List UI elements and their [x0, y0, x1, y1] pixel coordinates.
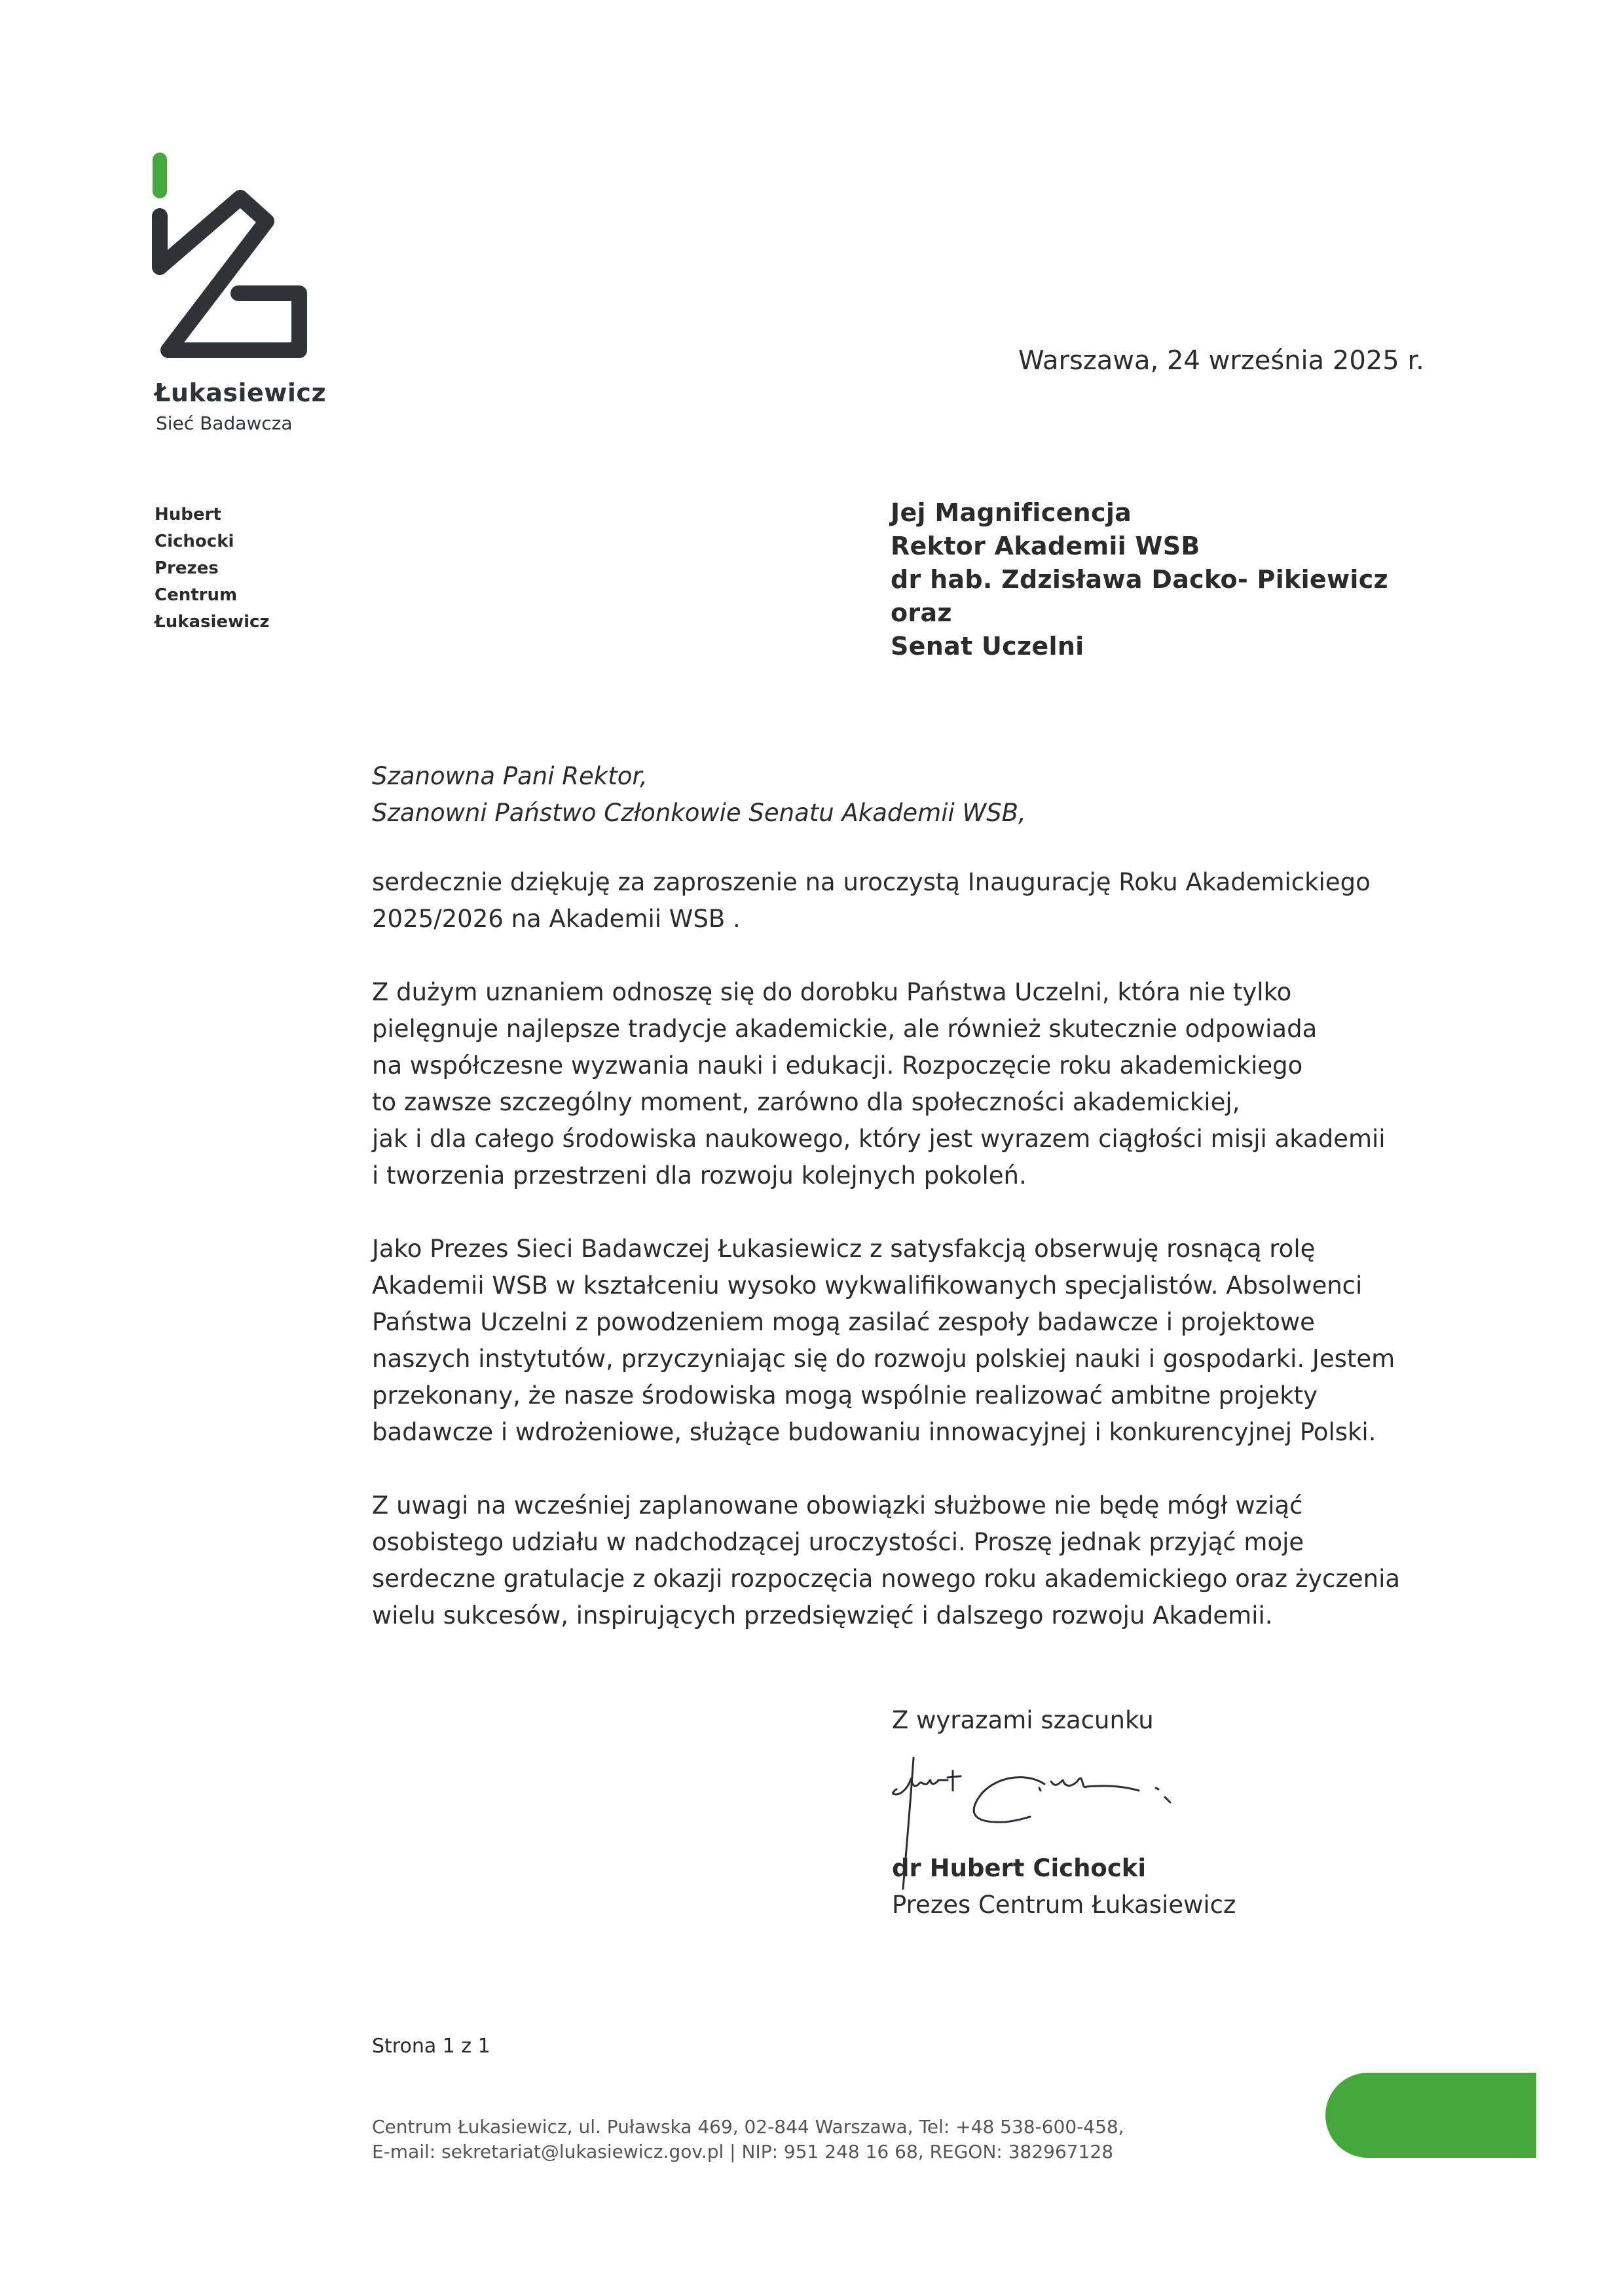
body-line: naszych instytutów, przyczyniając się do rozwoju polskiej nauki i gospodarki. Jestem	[372, 1345, 1395, 1373]
body-paragraph-3	[372, 1231, 1446, 1451]
body-line: przekonany, że nasze środowiska mogą wspólnie realizować ambitne projekty	[372, 1381, 1318, 1410]
recipient-line: Rektor Akademii WSB	[891, 532, 1200, 560]
body-line: to zawsze szczególny moment, zarówno dla społeczności akademickiej,	[372, 1088, 1240, 1116]
body-paragraph-1	[372, 864, 1446, 938]
body-line: badawcze i wdrożeniowe, służące budowaniu innowacyjnej i konkurencyjnej Polski.	[372, 1418, 1376, 1446]
lukasiewicz-logo	[152, 151, 327, 434]
signer-name: dr Hubert Cichocki	[892, 1854, 1147, 1882]
salutation-line: Szanowni Państwo Członkowie Senatu Akademii WSB,	[372, 799, 1026, 827]
body-line: serdecznie dziękuję za zaproszenie na uroczystą Inaugurację Roku Akademickiego	[372, 868, 1371, 896]
salutation-line: Szanowna Pani Rektor,	[372, 762, 648, 790]
lukasiewicz-logo-icon	[152, 151, 322, 373]
body-line: Z dużym uznaniem odnoszę się do dorobku Państwa Uczelni, która nie tylko	[372, 978, 1292, 1006]
sender-line: Hubert	[155, 505, 221, 524]
body-paragraph-2	[372, 974, 1446, 1194]
sender-block	[155, 501, 270, 636]
footer-contact	[372, 2115, 1124, 2164]
body-line: pielęgnuje najlepsze tradycje akademickie, ale również skutecznie odpowiada	[372, 1015, 1318, 1043]
sender-line: Prezes	[155, 558, 219, 578]
sender-line: Centrum	[155, 585, 238, 605]
recipient-line: dr hab. Zdzisława Dacko- Pikiewicz	[891, 565, 1388, 594]
salutation	[372, 758, 1026, 831]
page-number: Strona 1 z 1	[372, 2035, 490, 2058]
recipient-line: Jej Magnificencja	[891, 498, 1132, 527]
closing-phrase: Z wyrazami szacunku	[892, 1706, 1154, 1734]
sender-line: Łukasiewicz	[155, 612, 270, 632]
body-line: serdeczne gratulacje z okazji rozpoczęcia nowego roku akademickiego oraz życzenia	[372, 1565, 1401, 1593]
footer-registration-line: E-mail: sekretariat@lukasiewicz.gov.pl | NIP: 951 248 16 68, REGON: 382967128	[372, 2141, 1114, 2162]
body-line: 2025/2026 na Akademii WSB .	[372, 905, 741, 933]
body-line: wielu sukcesów, inspirujących przedsięwzięć i dalszego rozwoju Akademii.	[372, 1601, 1273, 1630]
body-line: Z uwagi na wcześniej zaplanowane obowiązki służbowe nie będę mógł wziąć	[372, 1491, 1303, 1520]
logo-title: Łukasiewicz	[155, 378, 327, 407]
green-brand-tab	[1325, 2073, 1536, 2158]
recipient-block	[891, 496, 1388, 663]
body-line: jak i dla całego środowiska naukowego, który jest wyrazem ciągłości misji akademii	[372, 1125, 1386, 1153]
body-line: na współczesne wyzwania nauki i edukacji. Rozpoczęcie roku akademickiego	[372, 1051, 1303, 1080]
body-line: osobistego udziału w nadchodzącej uroczystości. Proszę jednak przyjąć moje	[372, 1528, 1304, 1556]
sender-line: Cichocki	[155, 532, 234, 551]
logo-subtitle: Sieć Badawcza	[156, 412, 293, 434]
body-paragraph-4	[372, 1487, 1446, 1634]
letter-date: Warszawa, 24 września 2025 r.	[1018, 346, 1424, 376]
body-line: Jako Prezes Sieci Badawczej Łukasiewicz z satysfakcją obserwuję rosnącą rolę	[372, 1235, 1316, 1263]
signer-title: Prezes Centrum Łukasiewicz	[892, 1891, 1236, 1919]
letter-body	[372, 864, 1446, 1671]
recipient-line: oraz	[891, 598, 952, 627]
body-line: Akademii WSB w kształceniu wysoko wykwalifikowanych specjalistów. Absolwenci	[372, 1271, 1363, 1300]
body-line: Państwa Uczelni z powodzeniem mogą zasilać zespoły badawcze i projektowe	[372, 1308, 1315, 1336]
footer-address-line: Centrum Łukasiewicz, ul. Puławska 469, 02-844 Warszawa, Tel: +48 538-600-458,	[372, 2116, 1124, 2138]
recipient-line: Senat Uczelni	[891, 632, 1084, 661]
body-line: i tworzenia przestrzeni dla rozwoju kolejnych pokoleń.	[372, 1161, 1027, 1190]
